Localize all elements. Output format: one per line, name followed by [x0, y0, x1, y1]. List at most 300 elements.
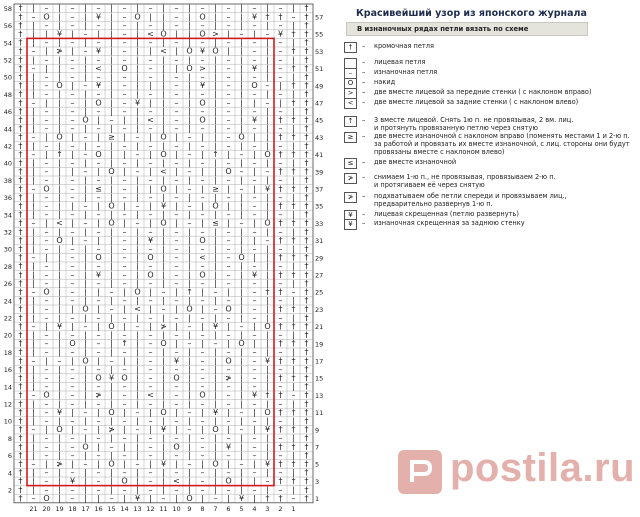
stitch-symbol: –	[200, 450, 205, 460]
stitch-symbol: |	[136, 278, 139, 288]
stitch-symbol: |	[214, 63, 217, 73]
stitch-symbol: †	[18, 63, 23, 73]
column-number: 20	[42, 504, 51, 513]
stitch-symbol: |	[136, 270, 139, 280]
stitch-symbol: ≯	[56, 46, 63, 56]
stitch-symbol: |	[175, 459, 178, 469]
stitch-symbol: –	[226, 485, 231, 495]
stitch-symbol: O	[264, 218, 271, 228]
stitch-symbol: –	[278, 382, 283, 392]
stitch-symbol: †	[18, 38, 23, 48]
stitch-symbol: –	[226, 115, 231, 125]
stitch-symbol: |	[110, 63, 113, 73]
stitch-symbol: –	[252, 38, 257, 48]
stitch-symbol: |	[110, 416, 113, 426]
stitch-symbol: |	[214, 253, 217, 263]
stitch-symbol: ¥	[95, 12, 102, 22]
stitch-symbol: |	[110, 227, 113, 237]
stitch-symbol: |	[136, 38, 139, 48]
stitch-symbol: –	[122, 485, 127, 495]
stitch-symbol: |	[58, 244, 61, 254]
stitch-symbol: –	[252, 124, 257, 134]
stitch-symbol: |	[214, 416, 217, 426]
stitch-symbol: |	[240, 210, 243, 220]
stitch-symbol: –	[226, 330, 231, 340]
stitch-symbol: |	[162, 373, 165, 383]
stitch-symbol: |	[45, 132, 48, 142]
stitch-symbol: |	[175, 287, 178, 297]
stitch-symbol: |	[58, 12, 61, 22]
stitch-symbol: |	[32, 3, 35, 13]
stitch-symbol: –	[70, 296, 75, 306]
stitch-symbol: †	[291, 407, 296, 417]
stitch-symbol: †	[304, 201, 309, 211]
legend-dash: –	[362, 173, 366, 181]
stitch-symbol: |	[162, 278, 165, 288]
stitch-symbol: –	[226, 55, 231, 65]
stitch-symbol: –	[96, 485, 101, 495]
stitch-symbol: |	[175, 149, 178, 159]
stitch-symbol: –	[122, 98, 127, 108]
stitch-symbol: |	[253, 253, 256, 263]
stitch-symbol: |	[58, 450, 61, 460]
stitch-symbol: –	[252, 20, 257, 30]
stitch-symbol: |	[227, 339, 230, 349]
stitch-symbol: |	[240, 468, 243, 478]
stitch-symbol: |	[253, 339, 256, 349]
stitch-symbol: ¥	[251, 270, 258, 280]
stitch-symbol: |	[188, 313, 191, 323]
stitch-symbol: |	[136, 468, 139, 478]
stitch-symbol: |	[136, 29, 139, 39]
stitch-symbol: –	[161, 304, 166, 314]
stitch-symbol: –	[187, 149, 192, 159]
stitch-symbol: –	[278, 38, 283, 48]
stitch-symbol: |	[84, 339, 87, 349]
row-number-left: 30	[3, 245, 12, 254]
stitch-symbol: |	[292, 313, 295, 323]
stitch-symbol: |	[32, 89, 35, 99]
stitch-symbol: O	[160, 132, 167, 142]
stitch-symbol: |	[214, 244, 217, 254]
stitch-symbol: |	[162, 399, 165, 409]
stitch-symbol: |	[201, 493, 204, 503]
stitch-symbol: –	[174, 210, 179, 220]
stitch-symbol: –	[252, 416, 257, 426]
legend-title: Красивейший узор из японского журнала	[356, 8, 587, 19]
stitch-symbol: |	[214, 468, 217, 478]
stitch-symbol: ¥	[199, 46, 206, 56]
stitch-symbol: |	[71, 459, 74, 469]
stitch-symbol: ¥	[225, 442, 232, 452]
stitch-symbol: –	[148, 416, 153, 426]
stitch-symbol: –	[226, 244, 231, 254]
stitch-symbol: |	[240, 141, 243, 151]
stitch-symbol: †	[304, 373, 309, 383]
stitch-symbol: –	[200, 373, 205, 383]
stitch-symbol: |	[201, 304, 204, 314]
stitch-symbol: –	[135, 459, 140, 469]
stitch-symbol: –	[187, 132, 192, 142]
stitch-symbol: –	[148, 210, 153, 220]
stitch-symbol: –	[96, 278, 101, 288]
legend-text: подхватываем обе петли спереди и провязываем лиц., предварительно развернув 1-ю п.	[374, 192, 567, 208]
stitch-symbol: |	[266, 313, 269, 323]
stitch-symbol: –	[122, 296, 127, 306]
stitch-symbol: |	[123, 493, 126, 503]
stitch-symbol: <	[173, 476, 180, 486]
stitch-symbol: †	[304, 235, 309, 245]
stitch-symbol: |	[214, 485, 217, 495]
legend-dash: –	[362, 88, 366, 96]
stitch-symbol: O	[160, 339, 167, 349]
stitch-symbol: –	[200, 175, 205, 185]
stitch-symbol: |	[292, 278, 295, 288]
stitch-symbol: –	[44, 485, 49, 495]
stitch-symbol: |	[32, 373, 35, 383]
stitch-symbol: †	[304, 270, 309, 280]
stitch-symbol: –	[70, 12, 75, 22]
stitch-symbol: |	[123, 442, 126, 452]
stitch-symbol: |	[162, 313, 165, 323]
stitch-symbol: †	[265, 390, 270, 400]
stitch-symbol: –	[252, 244, 257, 254]
stitch-symbol: |	[227, 407, 230, 417]
stitch-symbol: †	[278, 356, 283, 366]
column-number: 8	[200, 504, 205, 513]
legend-symbol: †	[344, 42, 357, 53]
stitch-symbol: –	[109, 442, 114, 452]
stitch-symbol: |	[149, 132, 152, 142]
stitch-symbol: |	[136, 175, 139, 185]
stitch-symbol: –	[96, 158, 101, 168]
stitch-symbol: |	[84, 433, 87, 443]
stitch-symbol: –	[278, 347, 283, 357]
stitch-symbol: †	[304, 485, 309, 495]
row-number-right: 53	[315, 47, 324, 56]
stitch-symbol: –	[122, 210, 127, 220]
stitch-symbol: †	[278, 235, 283, 245]
stitch-symbol: –	[122, 175, 127, 185]
column-number: 16	[94, 504, 103, 513]
stitch-symbol: |	[175, 46, 178, 56]
stitch-symbol: –	[226, 253, 231, 263]
stitch-symbol: |	[45, 459, 48, 469]
stitch-symbol: –	[278, 278, 283, 288]
stitch-symbol: –	[70, 184, 75, 194]
stitch-symbol: |	[266, 124, 269, 134]
stitch-symbol: –	[148, 399, 153, 409]
stitch-symbol: †	[304, 158, 309, 168]
stitch-symbol: |	[32, 313, 35, 323]
stitch-symbol: –	[265, 29, 270, 39]
stitch-symbol: |	[188, 175, 191, 185]
stitch-symbol: |	[110, 364, 113, 374]
stitch-symbol: –	[278, 261, 283, 271]
stitch-symbol: –	[148, 141, 153, 151]
stitch-symbol: ¥	[56, 321, 63, 331]
stitch-symbol: –	[200, 278, 205, 288]
stitch-symbol: –	[44, 296, 49, 306]
stitch-symbol: ¥	[212, 407, 219, 417]
stitch-symbol: –	[278, 364, 283, 374]
stitch-symbol: –	[31, 98, 36, 108]
stitch-symbol: –	[226, 347, 231, 357]
stitch-symbol: |	[45, 46, 48, 56]
stitch-symbol: †	[18, 89, 23, 99]
stitch-symbol: |	[123, 149, 126, 159]
stitch-symbol: –	[122, 364, 127, 374]
stitch-symbol: –	[135, 167, 140, 177]
stitch-symbol: –	[239, 425, 244, 435]
stitch-symbol: |	[188, 296, 191, 306]
stitch-symbol: –	[174, 261, 179, 271]
stitch-symbol: |	[240, 235, 243, 245]
stitch-symbol: |	[136, 244, 139, 254]
stitch-symbol: |	[58, 330, 61, 340]
row-number-right: 25	[315, 288, 324, 297]
stitch-symbol: –	[70, 416, 75, 426]
knitting-chart-grid	[3, 2, 324, 515]
stitch-symbol: –	[278, 46, 283, 56]
stitch-symbol: –	[122, 450, 127, 460]
stitch-symbol: O	[43, 390, 50, 400]
stitch-symbol: |	[84, 382, 87, 392]
stitch-symbol: |	[292, 3, 295, 13]
stitch-symbol: ¥	[251, 115, 258, 125]
stitch-symbol: –	[44, 72, 49, 82]
stitch-symbol: O	[43, 287, 50, 297]
column-number: 2	[278, 504, 283, 513]
stitch-symbol: |	[240, 347, 243, 357]
row-number-right: 29	[315, 254, 324, 263]
stitch-symbol: †	[18, 167, 23, 177]
stitch-symbol: –	[226, 227, 231, 237]
stitch-symbol: |	[84, 244, 87, 254]
stitch-symbol: |	[136, 3, 139, 13]
stitch-symbol: |	[292, 468, 295, 478]
stitch-symbol: †	[18, 425, 23, 435]
stitch-symbol: –	[174, 81, 179, 91]
legend-dash: –	[362, 116, 366, 124]
stitch-symbol: |	[266, 89, 269, 99]
stitch-symbol: –	[122, 330, 127, 340]
stitch-symbol: †	[304, 390, 309, 400]
stitch-symbol: †	[304, 253, 309, 263]
row-number-right: 39	[315, 168, 324, 177]
stitch-symbol: |	[58, 63, 61, 73]
stitch-symbol: ¥	[56, 407, 63, 417]
stitch-symbol: |	[32, 210, 35, 220]
stitch-symbol: |	[227, 425, 230, 435]
stitch-symbol: –	[187, 201, 192, 211]
stitch-symbol: |	[175, 304, 178, 314]
stitch-symbol: –	[44, 20, 49, 30]
stitch-symbol: |	[32, 38, 35, 48]
stitch-symbol: |	[214, 55, 217, 65]
stitch-symbol: –	[200, 261, 205, 271]
stitch-symbol: †	[304, 3, 309, 13]
stitch-symbol: †	[304, 63, 309, 73]
stitch-symbol: |	[58, 38, 61, 48]
stitch-symbol: |	[97, 459, 100, 469]
stitch-symbol: |	[84, 210, 87, 220]
stitch-symbol: –	[200, 227, 205, 237]
stitch-symbol: |	[110, 433, 113, 443]
stitch-symbol: –	[148, 89, 153, 99]
stitch-symbol: O	[147, 270, 154, 280]
stitch-symbol: |	[84, 175, 87, 185]
stitch-symbol: –	[122, 158, 127, 168]
stitch-symbol: O	[225, 167, 232, 177]
stitch-symbol: |	[214, 356, 217, 366]
stitch-symbol: |	[162, 390, 165, 400]
stitch-symbol: |	[240, 373, 243, 383]
stitch-symbol: –	[252, 106, 257, 116]
stitch-symbol: |	[84, 476, 87, 486]
legend-dash: –	[362, 58, 366, 66]
stitch-symbol: |	[45, 63, 48, 73]
stitch-symbol: |	[71, 149, 74, 159]
row-number-right: 15	[315, 374, 324, 383]
stitch-symbol: –	[31, 63, 36, 73]
stitch-symbol: –	[226, 141, 231, 151]
stitch-symbol: –	[70, 485, 75, 495]
stitch-symbol: |	[136, 382, 139, 392]
row-number-right: 31	[315, 237, 324, 246]
stitch-symbol: |	[136, 373, 139, 383]
stitch-symbol: |	[240, 192, 243, 202]
stitch-symbol: †	[291, 425, 296, 435]
stitch-symbol: |	[266, 38, 269, 48]
column-number: 9	[187, 504, 192, 513]
stitch-symbol: |	[71, 218, 74, 228]
stitch-symbol: |	[45, 98, 48, 108]
stitch-symbol: |	[240, 270, 243, 280]
row-number-right: 3	[315, 477, 320, 486]
stitch-symbol: –	[83, 46, 88, 56]
row-number-left: 44	[3, 125, 12, 134]
stitch-symbol: †	[304, 124, 309, 134]
stitch-symbol: |	[227, 184, 230, 194]
stitch-symbol: |	[162, 72, 165, 82]
stitch-symbol: |	[162, 106, 165, 116]
stitch-symbol: |	[58, 227, 61, 237]
stitch-symbol: |	[123, 132, 126, 142]
stitch-symbol: |	[97, 493, 100, 503]
stitch-symbol: ¥	[251, 12, 258, 22]
stitch-symbol: –	[252, 227, 257, 237]
stitch-symbol: †	[278, 167, 283, 177]
stitch-symbol: –	[70, 141, 75, 151]
stitch-symbol: |	[84, 141, 87, 151]
stitch-symbol: †	[18, 235, 23, 245]
stitch-symbol: †	[304, 459, 309, 469]
stitch-symbol: –	[122, 433, 127, 443]
stitch-symbol: |	[240, 227, 243, 237]
stitch-symbol: |	[266, 261, 269, 271]
stitch-symbol: †	[18, 192, 23, 202]
stitch-symbol: –	[44, 158, 49, 168]
stitch-symbol: †	[304, 218, 309, 228]
stitch-symbol: †	[18, 201, 23, 211]
stitch-symbol: |	[110, 72, 113, 82]
stitch-symbol: |	[227, 321, 230, 331]
stitch-symbol: |	[253, 493, 256, 503]
stitch-symbol: –	[174, 227, 179, 237]
stitch-symbol: |	[266, 253, 269, 263]
stitch-symbol: –	[31, 321, 36, 331]
legend-text: накид	[374, 78, 396, 86]
stitch-symbol: –	[96, 106, 101, 116]
stitch-symbol: –	[96, 20, 101, 30]
stitch-symbol: –	[148, 450, 153, 460]
stitch-symbol: –	[148, 3, 153, 13]
stitch-symbol: |	[227, 493, 230, 503]
stitch-symbol: |	[214, 115, 217, 125]
legend-dash: –	[362, 192, 366, 200]
stitch-symbol: |	[227, 287, 230, 297]
stitch-symbol: |	[266, 158, 269, 168]
stitch-symbol: –	[252, 347, 257, 357]
stitch-symbol: –	[278, 330, 283, 340]
stitch-symbol: ≤	[212, 218, 219, 228]
row-number-right: 51	[315, 65, 324, 74]
column-number: 10	[172, 504, 181, 513]
stitch-symbol: |	[240, 450, 243, 460]
stitch-symbol: |	[110, 235, 113, 245]
stitch-symbol: |	[84, 330, 87, 340]
stitch-symbol: |	[110, 98, 113, 108]
stitch-symbol: |	[110, 20, 113, 30]
column-number: 1	[291, 504, 296, 513]
stitch-symbol: –	[122, 390, 127, 400]
stitch-symbol: –	[122, 416, 127, 426]
stitch-symbol: |	[266, 192, 269, 202]
stitch-symbol: –	[44, 407, 49, 417]
stitch-symbol: |	[136, 46, 139, 56]
stitch-symbol: |	[97, 407, 100, 417]
stitch-symbol: –	[70, 433, 75, 443]
stitch-symbol: |	[97, 304, 100, 314]
stitch-symbol: |	[58, 3, 61, 13]
stitch-symbol: –	[226, 72, 231, 82]
stitch-symbol: |	[188, 347, 191, 357]
stitch-symbol: |	[136, 20, 139, 30]
stitch-symbol: |	[292, 55, 295, 65]
stitch-symbol: –	[44, 124, 49, 134]
stitch-symbol: –	[200, 468, 205, 478]
stitch-symbol: –	[96, 3, 101, 13]
stitch-symbol: O	[199, 390, 206, 400]
stitch-symbol: –	[70, 450, 75, 460]
stitch-symbol: |	[97, 115, 100, 125]
stitch-symbol: –	[226, 175, 231, 185]
stitch-symbol: –	[226, 270, 231, 280]
stitch-symbol: ¥	[56, 29, 63, 39]
row-number-left: 40	[3, 159, 12, 168]
stitch-symbol: †	[304, 132, 309, 142]
stitch-symbol: –	[44, 278, 49, 288]
stitch-symbol: |	[292, 20, 295, 30]
stitch-symbol: |	[136, 55, 139, 65]
stitch-symbol: |	[253, 425, 256, 435]
stitch-symbol: |	[253, 184, 256, 194]
stitch-symbol: –	[31, 218, 36, 228]
stitch-symbol: –	[174, 115, 179, 125]
stitch-symbol: |	[266, 132, 269, 142]
stitch-symbol: |	[188, 12, 191, 22]
